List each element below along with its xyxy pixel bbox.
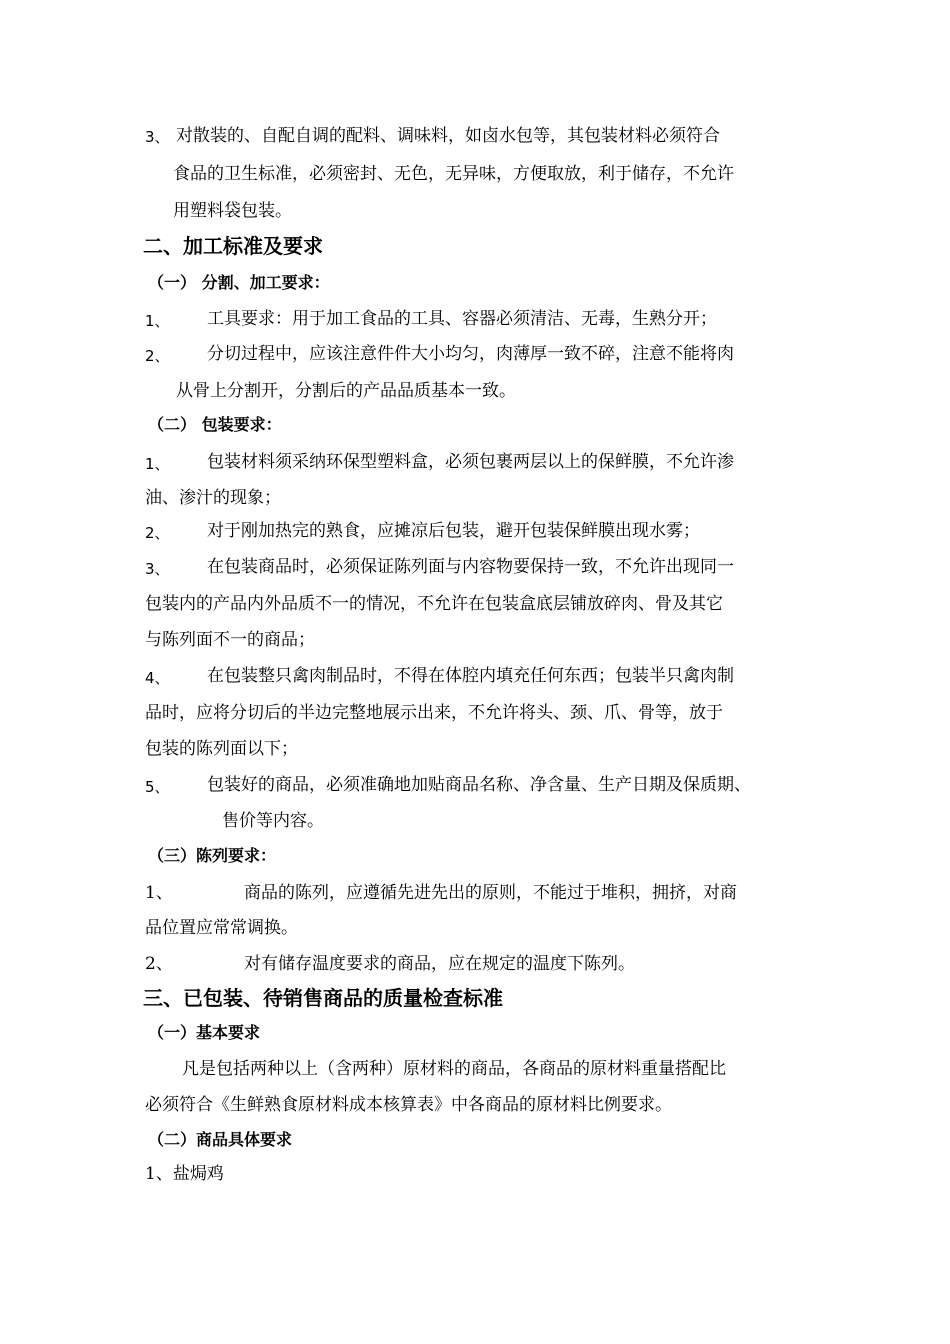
paragraph-line: 食品的卫生标准，必须密封、无色，无异味，方便取放，利于储存，不允许 xyxy=(173,164,734,184)
paragraph-line: 用塑料袋包装。 xyxy=(173,201,292,221)
section-heading: 三、已包装、待销售商品的质量检查标准 xyxy=(143,986,503,1010)
paragraph-line: 商品的陈列，应遵循先进先出的原则，不能过于堆积，拥挤，对商 xyxy=(244,883,737,903)
paragraph-line: 对于刚加热完的熟食，应摊凉后包装，避开包装保鲜膜出现水雾； xyxy=(207,521,700,541)
paragraph-line: 包装内的产品内外品质不一的情况，不允许在包装盒底层铺放碎肉、骨及其它 xyxy=(145,594,723,614)
item-number: 2、 xyxy=(145,347,170,365)
list-item: 1、盐焗鸡 xyxy=(145,1164,224,1184)
item-number: 5、 xyxy=(145,778,170,796)
paragraph-line: 分切过程中，应该注意件件大小均匀，肉薄厚一致不碎，注意不能将肉 xyxy=(207,344,734,364)
paragraph-line: 从骨上分割开，分割后的产品品质基本一致。 xyxy=(176,381,516,401)
paragraph-line: 包装的陈列面以下； xyxy=(145,739,298,759)
paragraph-line: 包装材料须采纳环保型塑料盒，必须包裹两层以上的保鲜膜，不允许渗 xyxy=(207,452,734,472)
item-number: 3、 xyxy=(145,128,170,146)
paragraph-line: 品时，应将分切后的半边完整地展示出来，不允许将头、颈、爪、骨等，放于 xyxy=(145,703,723,723)
paragraph-line: 在包装商品时，必须保证陈列面与内容物要保持一致，不允许出现同一 xyxy=(207,557,734,577)
subsection-heading: （三）陈列要求： xyxy=(148,846,277,865)
paragraph-line: 对散装的、自配自调的配料、调味料，如卤水包等，其包装材料必须符合 xyxy=(176,126,720,146)
item-number: 1、 xyxy=(145,312,170,330)
paragraph-line: 对有储存温度要求的商品，应在规定的温度下陈列。 xyxy=(244,954,635,974)
paragraph-line: 包装好的商品，必须准确地加贴商品名称、净含量、生产日期及保质期、 xyxy=(207,775,751,795)
paragraph-line: 品位置应常常调换。 xyxy=(145,918,298,938)
paragraph-line: 凡是包括两种以上（含两种）原材料的商品，各商品的原材料重量搭配比 xyxy=(182,1059,726,1079)
paragraph-line: 与陈列面不一的商品； xyxy=(145,630,315,650)
item-number: 4、 xyxy=(145,669,170,687)
paragraph-line: 在包装整只禽肉制品时，不得在体腔内填充任何东西；包装半只禽肉制 xyxy=(207,666,734,686)
subsection-heading: （二） 包装要求： xyxy=(148,415,282,434)
paragraph-line: 工具要求：用于加工食品的工具、容器必须清洁、无毒，生熟分开； xyxy=(207,309,717,329)
item-number: 1、 xyxy=(145,455,170,473)
item-number: 1、 xyxy=(145,883,173,903)
paragraph-line: 必须符合《生鲜熟食原材料成本核算表》中各商品的原材料比例要求。 xyxy=(145,1095,672,1115)
paragraph-line: 油、渗汁的现象； xyxy=(145,488,281,508)
item-number: 3、 xyxy=(145,560,170,578)
section-heading: 二、加工标准及要求 xyxy=(143,234,323,258)
item-number: 2、 xyxy=(145,954,173,974)
paragraph-line: 售价等内容。 xyxy=(222,811,324,831)
subsection-heading: （一） 分割、加工要求： xyxy=(148,273,330,292)
item-number: 2、 xyxy=(145,524,170,542)
subsection-heading: （一）基本要求 xyxy=(148,1023,261,1042)
subsection-heading: （二）商品具体要求 xyxy=(148,1130,293,1149)
